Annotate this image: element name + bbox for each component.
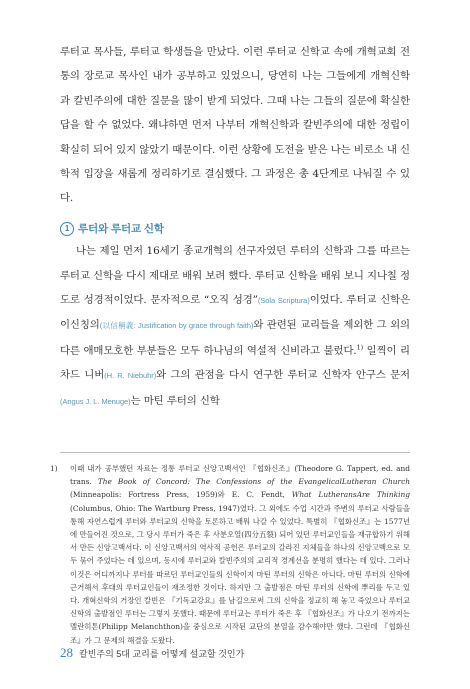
- section-heading: [60, 217, 410, 241]
- footnote-text-b: (Minneapolis: Fortress Press, 1959)와 E. C. Fendt,: [70, 490, 292, 500]
- page-footer: [60, 645, 244, 661]
- section-title: 루터와 루터교 신학: [78, 222, 164, 235]
- footnote-book-title-a: The Book of Concord: The Confessions of the EvangelicalLutheran Church: [97, 477, 410, 487]
- gloss-sola-scriptura: (Sola Scriptura): [257, 296, 310, 306]
- footnote-reference[interactable]: 1): [356, 343, 364, 352]
- paragraph-2-text-f: 는 마틴 루터의 신학: [130, 394, 220, 407]
- footnote: [50, 462, 410, 647]
- footnote-number: 1): [50, 464, 58, 473]
- paragraph-2-text-a: 나는 제일 먼저 16세기 종교개혁의 선구자였던 루터의 신학과 그를 따르는 루터교 신학을 다시 제대로 배워 보려 했다. 루터교 신학을 배워 보니 지나칠 정도로 성경적이었다. 문자적으로 “오직 성경”: [60, 245, 410, 307]
- footnote-body: [50, 462, 410, 647]
- gloss-justification: (以信稱義: Justification by grace through faith): [99, 321, 254, 331]
- paragraph-2-text-d: 일찍이 리차드 니버: [60, 344, 410, 382]
- section-number-badge: 1: [60, 222, 74, 236]
- footnote-text-a: 이때 내가 공부했던 자료는 정통 루터교 신앙고백서인 『협화신조』(Theodore G. Tappert, ed. and trans.: [70, 464, 410, 487]
- paragraph-2-text-e: 와 그의 관점을 다시 연구한 루터교 신학자 안구스 문저: [156, 369, 410, 382]
- body-text: [60, 40, 410, 414]
- footnote-divider: [60, 452, 410, 453]
- gloss-niebuhr: (H. R. Niebuhr): [104, 371, 157, 381]
- footnote-text-c: (Columbus, Ohio: The Wartburg Press, 1947)였다. 그 외에도 수업 시간과 주변의 루터교 사람들을 통해 자연스럽게 루터와 루터교의 신학을 토론하고 배워 나갈 수 있었다. 특별히 『협화신조』는 1577년에 만들어진 것으로, 그 당시 루터가 죽은 후 사분오열(四分五裂) 되어 있던 루터교인들을 재규합하기 위해서 만든 신앙고백서다. 이 신앙고백서의 역사적 공헌은 루터교의 갈라진 지체들을 하나의 신앙고백으로 모두 묶어 주었다는 데 있으며, 동시에 루터교와 칼빈주의의 교리적 경계선을 분명히 했다는 데 있다. 그러나 이것은 어디까지나 루터를 따르던 루터교인들의 신학이지 마틴 루터의 신학은 아니다. 마틴 루터의 신학에 근거해서 후대의 루터교인들이 재조정한 것이다. 하지만 그 출발점은 마틴 루터의 신학에 뿌리를 두고 있다. 개혁신학의 거장인 칼빈은 『기독교강요』를 남길으로써 그의 신학을 정교히 해 놓고 죽었으나 루터교 신학의 출발점인 루터는 그렇지 못했다. 때문에 루터교는 루터가 죽은 후 『협화신조』가 나오기 전까지는 멜란히톤(Philipp Melanchthon)을 중심으로 시작된 교단의 분열을 감수해야만 했다. 그런데 『협화신조』가 그 문제의 해결을 도왔다.: [70, 503, 410, 645]
- page-number: 28: [60, 645, 73, 660]
- paragraph-2-text-b: 이었다. 루터교 신학은 이신칭의: [60, 294, 411, 332]
- paragraph-1: 루터교 목사들, 루터교 학생들을 만났다. 이런 루터교 신학교 속에 개혁교회 전통의 장로교 목사인 내가 공부하고 있었으니, 당연히 나는 그들에게 개혁신학과 칼빈주의에 대한 질문을 많이 받게 되었다. 그때 나는 그들의 질문에 확실한 답을 할 수 없었다. 왜냐하면 먼저 나부터 개혁신학과 칼빈주의에 대한 정립이 확실히 되어 있지 않았기 때문이다. 이런 상황에 도전을 받은 나는 비로소 내 신학적 입장을 새롭게 정리하기로 결심했다. 그 과정은 총 4단계로 나눠질 수 있다.: [60, 46, 410, 205]
- paragraph-2-text-c: 와 관련된 교리들을 제외한 그 외의 다른 애매모호한 부분들은 모두 하나님의 역설적 신비라고 불렀다.: [60, 319, 410, 357]
- running-title: 칼빈주의 5대 교리를 어떻게 설교할 것인가: [79, 649, 245, 659]
- footnote-book-title-b: What LutheransAre Thinking: [291, 490, 410, 500]
- gloss-menuge: (Angus J. L. Menuge): [60, 396, 131, 406]
- paragraph-2: [60, 239, 410, 414]
